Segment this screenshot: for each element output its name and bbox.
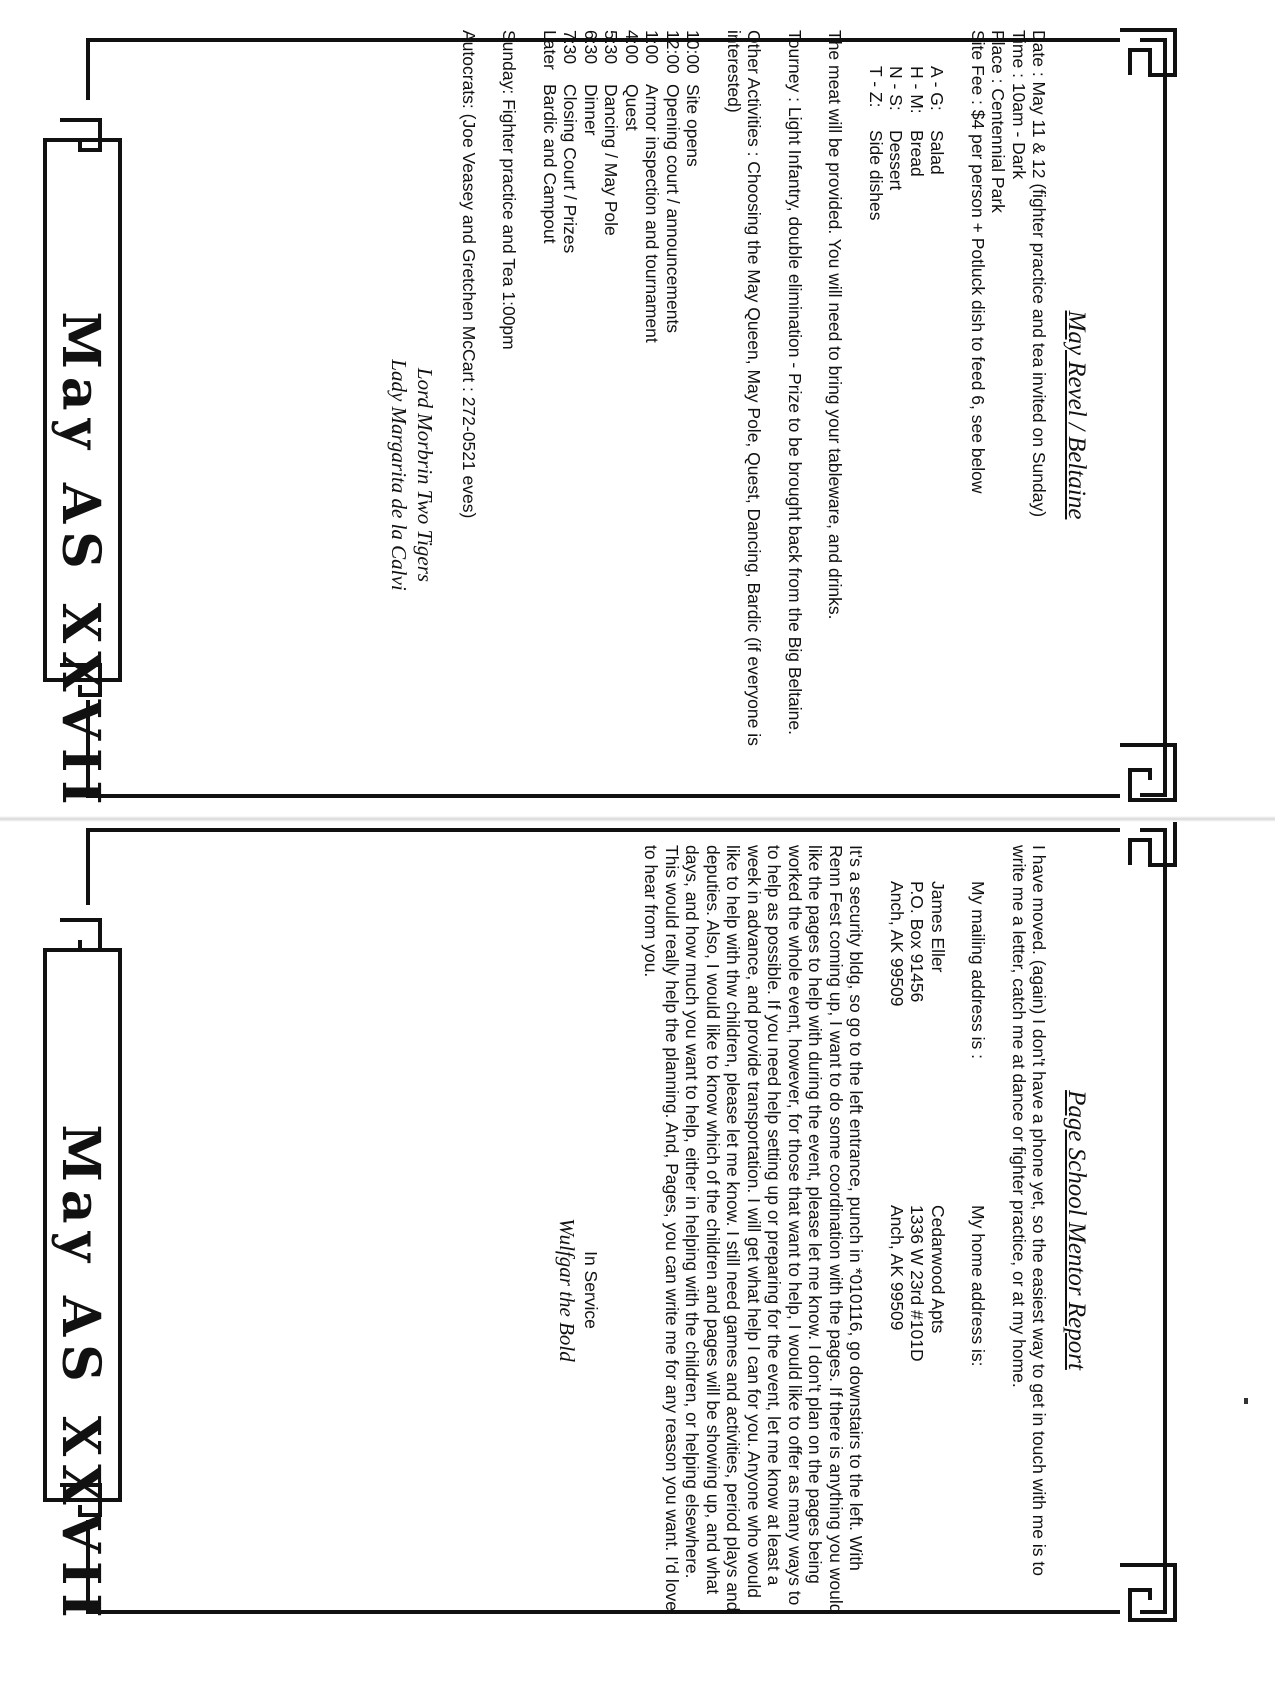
schedule-list: [540, 30, 704, 800]
schedule-row: 7:30 Closing Court / Prizes: [560, 30, 581, 254]
header-label-top: May AS XXVII: [50, 311, 111, 813]
schedule-row: 10:00 Site opens: [683, 30, 704, 167]
home-address-label: My home address is:: [968, 1205, 989, 1367]
tourney-info: Tourney : Light Infantry, double elimination - Prize to be brought back from the Big Beltaine.: [785, 30, 805, 735]
other-activities: Other Activities : Choosing the May Queen, May Pole, Quest, Dancing, Bardic (if everyone is interested): [724, 30, 765, 746]
schedule-row: 4:00 Quest: [622, 30, 642, 131]
home-address: [887, 1165, 989, 1525]
signoff-lord: Lord Morbrin Two Tigers: [413, 367, 438, 583]
home-address-line: Cedarwood Apts: [928, 1205, 948, 1334]
event-date: Date : May 11 & 12 (fighter practice and tea invited on Sunday): [1029, 30, 1050, 518]
page-fold-crease: [0, 816, 1275, 822]
autocrats-info: Autocrats: (Joe Veasey and Gretchen McCart : 272-0521 eves): [459, 30, 479, 519]
sunday-info: Sunday: Fighter practice and Tea 1:00pm: [499, 30, 520, 350]
potluck-row: A - G: Salad: [927, 66, 948, 175]
schedule-row: 1:00 Armor inspection and tournament: [642, 30, 663, 343]
mentor-body: It's a security bldg, so go to the left entrance, punch in *010116, go downstairs to the left. With Renn Fest coming up, I want to do some coordination with the pages. If there is anything you would like the pages to help with during the event, please let me know. I don't plan on the pages being worked the whole event, however, for those that want to help, I would like to offer as many ways to to help as possible. If you need help setting up or preparing for the event, let me know at least a week in advance, and provide transportation. I will get what help I can for you. Anyone who would like to help with thw children, please let me know. I still need games and activities, period plays and deputies. Also, I would like to know which of the children and pages will be showing up, and what days, and how much you want to help, either in helping with the children, or helping elsewhere. This would really help the planning. And, Pages, you can write me for any reason you want. I'd love to hear from you.: [641, 845, 867, 1614]
potluck-row: T - Z: Side dishes: [866, 66, 886, 221]
mailing-address-line: P.O. Box 91456: [907, 881, 928, 1003]
home-address-line: Anch, AK 99509: [887, 1205, 907, 1331]
event-place: Place : Centennial Park: [988, 30, 1009, 213]
header-label-bottom: May AS XXVII: [50, 1124, 111, 1626]
event-time: Time : 10am - Dark: [1009, 30, 1029, 180]
meat-note: The meat will be provided. You will need to bring your tableware, and drinks.: [825, 30, 846, 620]
may-revel-panel: [387, 30, 1100, 800]
site-fee: Site Fee : $4 per person + Potluck dish to feed 6, see below: [968, 30, 988, 494]
mailing-address-label: My mailing address is :: [968, 881, 989, 1059]
scan-speck: [1244, 1398, 1248, 1404]
potluck-row: H - M: Bread: [907, 66, 927, 177]
may-revel-title: May Revel / Beltaine: [1063, 310, 1090, 520]
closing-line: In Service: [581, 1251, 601, 1329]
signoff-wulfgar: Wulfgar the Bold: [555, 1218, 580, 1362]
signoff-lady: Lady Margarita de la Calvi: [387, 359, 412, 591]
page-school-title: Page School Mentor Report: [1063, 1090, 1090, 1370]
schedule-row: 6:30 Dinner: [581, 30, 601, 136]
mailing-address-line: James Eller: [928, 881, 948, 973]
potluck-list: [866, 30, 948, 800]
mentor-intro: I have moved. (again) I don't have a phone yet, so the easiest way to get in touch with me is to write me a letter, catch me at dance or fighter practice, or at my home.: [1009, 845, 1050, 1576]
schedule-row: 12:00 Opening court / announcements: [663, 30, 683, 334]
potluck-row: N - S: Dessert: [886, 66, 907, 191]
home-address-line: 1336 W 23rd #101D: [907, 1205, 928, 1362]
mailing-address: [887, 845, 989, 1165]
schedule-row: 5:30 Dancing / May Pole: [601, 30, 622, 236]
schedule-row: Later Bardic and Campout: [540, 30, 560, 244]
mailing-address-line: Anch, AK 99509: [887, 881, 907, 1007]
page-school-panel: [555, 845, 1100, 1615]
address-block: [887, 845, 989, 1615]
